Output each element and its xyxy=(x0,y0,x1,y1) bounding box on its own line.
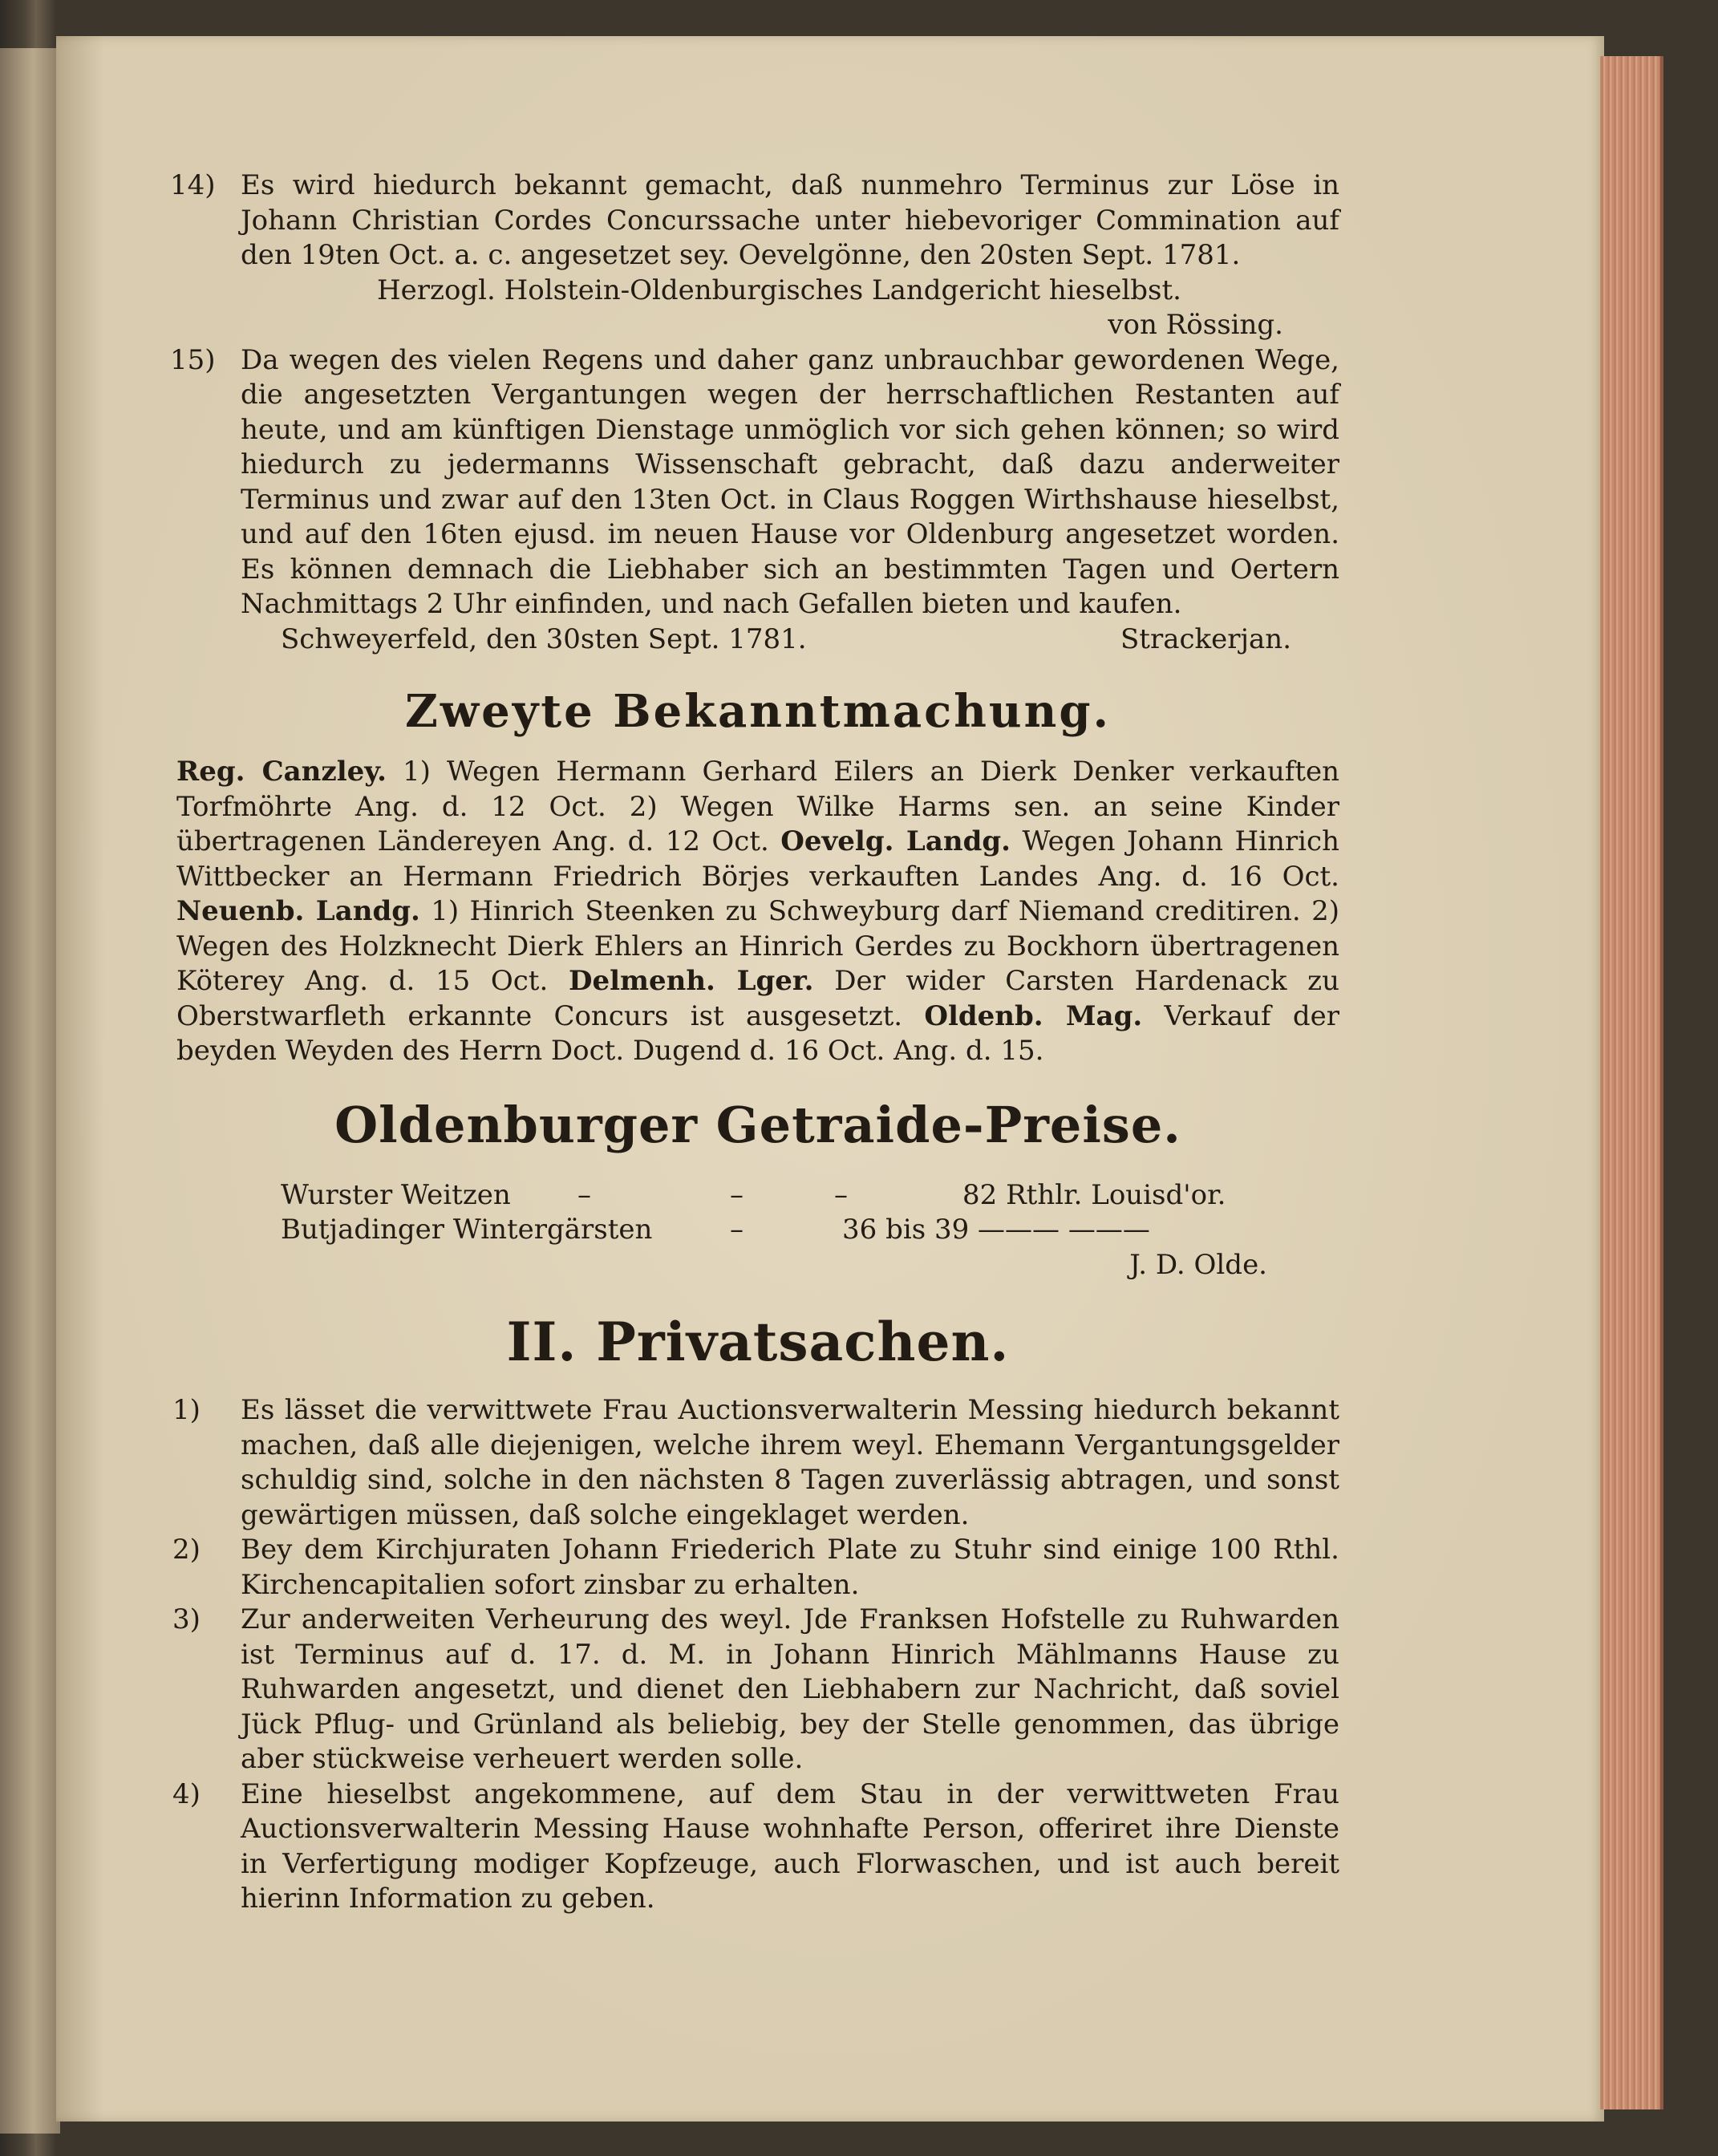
price-item: Wurster Weitzen xyxy=(281,1178,511,1211)
grain-prices-title: Oldenburger Getraide-Preise. xyxy=(334,1095,1181,1154)
private-item-number: 2) xyxy=(172,1534,201,1566)
notice-14 xyxy=(170,168,1339,274)
price-dash: – xyxy=(577,1178,591,1211)
private-item-1 xyxy=(172,1393,1339,1533)
second-part: 1) Hinrich Steenken zu Schweyburg darf Niemand creditiren. 2) Wegen des Holzknecht Dierk Ehlers an Hinrich Gerdes zu Bockhorn übertragenen Köterey Ang. d. 15 Oct. xyxy=(176,895,1339,997)
price-dash: – xyxy=(834,1178,848,1211)
grain-prices-signature: J. D. Olde. xyxy=(1129,1248,1267,1281)
page-edges xyxy=(1600,56,1663,2109)
second-part: Verkauf der beyden Weyden des Herrn Doct. Dugend d. 16 Oct. Ang. d. 15. xyxy=(176,999,1339,1067)
notice-14-text: Es wird hiedurch bekannt gemacht, daß nunmehro Terminus zur Löse in Johann Christian Cordes Concurssache unter hiebevoriger Commination auf den 19ten Oct. a. c. angesetzet sey. Oevelgönne, den 20sten Sept. 1781. xyxy=(241,169,1339,271)
notice-15-place-date: Schweyerfeld, den 30sten Sept. 1781. xyxy=(281,622,807,655)
private-item-3 xyxy=(172,1603,1339,1777)
private-item-text: Eine hieselbst angekommene, auf dem Stau in der verwittweten Frau Auctionsverwalterin Messing Hause wohnhafte Person, offeriret ihre Dienste in Verfertigung modiger Kopfzeuge, auch Florwaschen, und ist auch bereit hierinn Information zu geben. xyxy=(241,1777,1339,1915)
second-part: Oevelg. Landg. xyxy=(780,825,1011,857)
page-text xyxy=(170,168,1339,1917)
notice-14-number: 14) xyxy=(170,169,216,201)
private-item-text: Bey dem Kirchjuraten Johann Friederich Plate zu Stuhr sind einige 100 Rthl. Kirchencapitalien sofort zinsbar zu erhalten. xyxy=(241,1534,1339,1601)
price-row-wurster xyxy=(281,1178,1339,1214)
price-value: 82 Rthlr. Louisd'or. xyxy=(962,1178,1226,1211)
second-part: Der wider Carsten Hardenack zu Oberstwarfleth erkannte Concurs ist ausgesetzt. xyxy=(176,965,1339,1032)
notice-15-signline xyxy=(176,622,1339,658)
notice-15-number: 15) xyxy=(170,343,216,376)
notice-14-authority: Herzogl. Holstein-Oldenburgisches Landgericht hieselbst. xyxy=(377,274,1181,306)
private-item-number: 1) xyxy=(172,1394,201,1426)
private-item-text: Zur anderweiten Verheurung des weyl. Jde Franksen Hofstelle zu Ruhwarden ist Terminus auf d. 17. d. M. in Johann Hinrich Mählmanns Hause zu Ruhwarden angesetzt, und dienet den Liebhabern zur Nachricht, daß soviel Jück Pflug- und Grünland als beliebig, bey der Stelle genommen, das übrige aber stückweise verheuert werden solle. xyxy=(241,1603,1339,1775)
second-part: Reg. Canzley. xyxy=(176,756,387,788)
left-page-edge xyxy=(0,48,60,2134)
second-part: 1) Wegen Hermann Gerhard Eilers an Dierk Denker verkauften Torfmöhrte Ang. d. 12 Oct. 2) Wegen Wilke Harms sen. an seine Kinder übertragenen Ländereyen Ang. d. 12 Oct. xyxy=(176,756,1339,857)
notice-15 xyxy=(170,343,1339,622)
price-dash: – xyxy=(730,1214,744,1246)
second-announcement-body xyxy=(176,755,1339,1069)
price-value: 36 bis 39 ——— ——— xyxy=(842,1214,1150,1246)
second-part: Oldenb. Mag. xyxy=(924,999,1143,1032)
second-announcement-title: Zweyte Bekanntmachung. xyxy=(404,685,1112,738)
notice-15-signature: Strackerjan. xyxy=(1120,622,1291,655)
private-matters-title: II. Privatsachen. xyxy=(506,1311,1010,1373)
notice-14-signature: von Rössing. xyxy=(1108,309,1283,341)
second-part: Delmenh. Lger. xyxy=(568,965,814,997)
private-item-2 xyxy=(172,1533,1339,1603)
second-part: Wegen Johann Hinrich Wittbecker an Hermann Friedrich Börjes verkauften Landes Ang. d. 16 Oct. xyxy=(176,825,1339,893)
private-item-number: 3) xyxy=(172,1603,201,1635)
private-item-text: Es lässet die verwittwete Frau Auctionsverwalterin Messing hiedurch bekannt machen, daß alle diejenigen, welche ihrem weyl. Ehemann Vergantungsgelder schuldig sind, solche in den nächsten 8 Tagen zuverlässig abtragen, und sonst gewärtigen müssen, daß solche eingeklaget werden. xyxy=(241,1394,1339,1531)
private-item-4 xyxy=(172,1777,1339,1917)
price-row-butjadinger xyxy=(281,1213,1339,1248)
notice-15-text: Da wegen des vielen Regens und daher ganz unbrauchbar gewordenen Wege, die angesetzten Vergantungen wegen der herrschaftlichen Restanten auf heute, und am künftigen Dienstage unmöglich vor sich gehen können; so wird hiedurch zu jedermanns Wissenschaft gebracht, daß dazu anderweiter Terminus und zwar auf den 13ten Oct. in Claus Roggen Wirthshause hieselbst, und auf den 16ten ejusd. im neuen Hause vor Oldenburg angesetzet worden. Es können demnach die Liebhaber sich an bestimmten Tagen und Oertern Nachmittags 2 Uhr einfinden, und nach Gefallen bieten und kaufen. xyxy=(241,343,1339,620)
second-part: Neuenb. Landg. xyxy=(176,895,420,927)
price-item: Butjadinger Wintergärsten xyxy=(281,1214,653,1246)
private-item-number: 4) xyxy=(172,1777,201,1810)
price-dash: – xyxy=(730,1178,744,1211)
